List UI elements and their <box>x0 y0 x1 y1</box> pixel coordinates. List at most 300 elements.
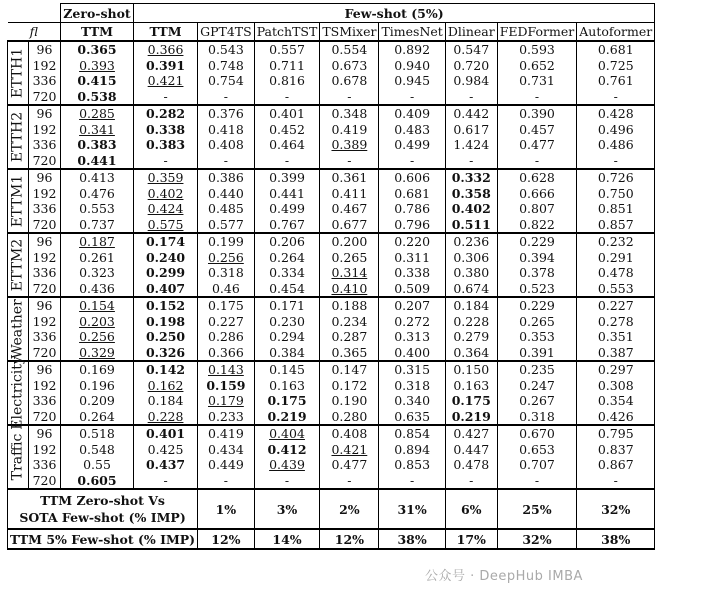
value-cell: 0.391 <box>134 58 198 74</box>
value-cell: 0.306 <box>445 250 497 266</box>
table-row <box>8 201 655 217</box>
value-cell: 0.557 <box>254 41 320 58</box>
value-cell: 0.427 <box>445 425 497 442</box>
value-cell: - <box>254 89 320 106</box>
table-row <box>8 122 655 138</box>
model-header-3: PatchTST <box>254 23 320 42</box>
forecast-length: 720 <box>29 345 61 362</box>
value-cell: 0.206 <box>254 233 320 250</box>
model-header-4: TSMixer <box>320 23 379 42</box>
value-cell: 0.334 <box>254 265 320 281</box>
value-cell: 0.338 <box>134 122 198 138</box>
forecast-length: 96 <box>29 233 61 250</box>
value-cell: 0.509 <box>379 281 445 298</box>
value-cell: 0.401 <box>254 105 320 122</box>
value-cell: - <box>320 89 379 106</box>
dataset-name: Electricity <box>9 356 26 430</box>
value-cell: 0.670 <box>497 425 577 442</box>
value-cell: 0.389 <box>320 137 379 153</box>
value-cell: 0.311 <box>379 250 445 266</box>
value-cell: 0.209 <box>61 393 134 409</box>
value-cell: 0.145 <box>254 361 320 378</box>
table-row <box>8 409 655 426</box>
value-cell: - <box>445 473 497 490</box>
value-cell: 0.234 <box>320 314 379 330</box>
value-cell: 0.313 <box>379 329 445 345</box>
table-row <box>8 169 655 186</box>
forecast-length: 720 <box>29 217 61 234</box>
summary-label <box>8 489 198 529</box>
forecast-length: 96 <box>29 297 61 314</box>
value-cell: 0.476 <box>61 186 134 202</box>
value-cell: 0.199 <box>198 233 255 250</box>
table-row <box>8 137 655 153</box>
value-cell: 0.391 <box>497 345 577 362</box>
value-cell: 0.142 <box>134 361 198 378</box>
value-cell: 0.386 <box>198 169 255 186</box>
table-row <box>8 442 655 458</box>
value-cell: 0.726 <box>577 169 655 186</box>
value-cell: - <box>134 153 198 170</box>
value-cell: 0.265 <box>320 250 379 266</box>
value-cell: 0.402 <box>445 201 497 217</box>
dataset-name: Traffic <box>9 433 26 481</box>
value-cell: 0.851 <box>577 201 655 217</box>
value-cell: 0.837 <box>577 442 655 458</box>
value-cell: 0.796 <box>379 217 445 234</box>
value-cell: - <box>577 473 655 490</box>
value-cell: 0.351 <box>577 329 655 345</box>
value-cell: 0.187 <box>61 233 134 250</box>
value-cell: 0.247 <box>497 378 577 394</box>
value-cell: 0.419 <box>320 122 379 138</box>
table-row <box>8 265 655 281</box>
value-cell: 0.147 <box>320 361 379 378</box>
value-cell: 0.358 <box>445 186 497 202</box>
value-cell: 0.267 <box>497 393 577 409</box>
empty-corner <box>8 4 61 23</box>
value-cell: 0.410 <box>320 281 379 298</box>
value-cell: 0.731 <box>497 73 577 89</box>
table-row <box>8 378 655 394</box>
value-cell: 0.294 <box>254 329 320 345</box>
value-cell: - <box>254 153 320 170</box>
value-cell: 0.617 <box>445 122 497 138</box>
value-cell: 0.673 <box>320 58 379 74</box>
value-cell: 0.175 <box>254 393 320 409</box>
value-cell: 0.323 <box>61 265 134 281</box>
value-cell: 0.203 <box>61 314 134 330</box>
value-cell: 0.261 <box>61 250 134 266</box>
dataset-label <box>8 297 29 361</box>
forecast-length: 720 <box>29 89 61 106</box>
value-cell: 0.577 <box>198 217 255 234</box>
value-cell: 0.227 <box>577 297 655 314</box>
value-cell: 0.605 <box>61 473 134 490</box>
summary-value: 38% <box>577 529 655 549</box>
value-cell: 0.229 <box>497 233 577 250</box>
summary-label-line2: SOTA Few-shot (% IMP) <box>19 510 186 525</box>
watermark: 公众号 · DeepHub IMBA <box>425 569 583 584</box>
value-cell: 0.174 <box>134 233 198 250</box>
table-row <box>8 473 655 490</box>
summary-value: 25% <box>497 489 577 529</box>
value-cell: 0.338 <box>379 265 445 281</box>
forecast-length: 720 <box>29 409 61 426</box>
value-cell: 0.390 <box>497 105 577 122</box>
value-cell: 0.553 <box>577 281 655 298</box>
value-cell: 0.384 <box>254 345 320 362</box>
value-cell: 0.457 <box>497 122 577 138</box>
table-row <box>8 457 655 473</box>
results-table-container <box>7 3 655 550</box>
value-cell: 0.190 <box>320 393 379 409</box>
summary-label: TTM 5% Few-shot (% IMP) <box>8 529 198 549</box>
few-shot-header: Few-shot (5%) <box>134 4 655 23</box>
value-cell: 0.348 <box>320 105 379 122</box>
value-cell: 0.393 <box>61 58 134 74</box>
value-cell: 0.795 <box>577 425 655 442</box>
value-cell: 0.439 <box>254 457 320 473</box>
table-row <box>8 250 655 266</box>
summary-value: 12% <box>198 529 255 549</box>
value-cell: 0.892 <box>379 41 445 58</box>
value-cell: 0.499 <box>379 137 445 153</box>
value-cell: 0.678 <box>320 73 379 89</box>
dataset-name: ETTM2 <box>9 238 26 292</box>
value-cell: 0.163 <box>254 378 320 394</box>
value-cell: 0.413 <box>61 169 134 186</box>
value-cell: 0.711 <box>254 58 320 74</box>
summary-value: 3% <box>254 489 320 529</box>
value-cell: 0.286 <box>198 329 255 345</box>
value-cell: 0.681 <box>577 41 655 58</box>
value-cell: 0.854 <box>379 425 445 442</box>
value-cell: 0.55 <box>61 457 134 473</box>
dataset-label <box>8 356 29 430</box>
value-cell: 0.159 <box>198 378 255 394</box>
value-cell: 0.46 <box>198 281 255 298</box>
value-cell: 0.441 <box>254 186 320 202</box>
value-cell: 0.767 <box>254 217 320 234</box>
table-row <box>8 281 655 298</box>
value-cell: 0.412 <box>254 442 320 458</box>
value-cell: 0.523 <box>497 281 577 298</box>
table-row <box>8 314 655 330</box>
value-cell: 0.400 <box>379 345 445 362</box>
value-cell: 0.748 <box>198 58 255 74</box>
value-cell: 0.250 <box>134 329 198 345</box>
value-cell: 0.332 <box>445 169 497 186</box>
forecast-length: 192 <box>29 186 61 202</box>
value-cell: 0.229 <box>497 297 577 314</box>
summary-value: 2% <box>320 489 379 529</box>
table-row <box>8 425 655 442</box>
value-cell: 0.984 <box>445 73 497 89</box>
summary-value: 1% <box>198 489 255 529</box>
value-cell: 0.196 <box>61 378 134 394</box>
model-header-7: FEDFormer <box>497 23 577 42</box>
value-cell: 0.184 <box>134 393 198 409</box>
table-row <box>8 217 655 234</box>
value-cell: 0.408 <box>198 137 255 153</box>
forecast-length: 336 <box>29 329 61 345</box>
model-header-8: Autoformer <box>577 23 655 42</box>
value-cell: - <box>198 473 255 490</box>
value-cell: 0.409 <box>379 105 445 122</box>
summary-value: 6% <box>445 489 497 529</box>
value-cell: 0.256 <box>198 250 255 266</box>
value-cell: 0.287 <box>320 329 379 345</box>
value-cell: 0.314 <box>320 265 379 281</box>
value-cell: 0.750 <box>577 186 655 202</box>
value-cell: 0.399 <box>254 169 320 186</box>
value-cell: 0.280 <box>320 409 379 426</box>
value-cell: 0.483 <box>379 122 445 138</box>
value-cell: 0.380 <box>445 265 497 281</box>
value-cell: 0.424 <box>134 201 198 217</box>
forecast-length: 336 <box>29 457 61 473</box>
value-cell: 0.538 <box>61 89 134 106</box>
value-cell: - <box>134 473 198 490</box>
model-header-2: GPT4TS <box>198 23 255 42</box>
value-cell: 0.485 <box>198 201 255 217</box>
value-cell: 0.285 <box>61 105 134 122</box>
value-cell: 0.387 <box>577 345 655 362</box>
model-header-6: Dlinear <box>445 23 497 42</box>
value-cell: 0.278 <box>577 314 655 330</box>
value-cell: 0.318 <box>379 378 445 394</box>
table-row <box>8 153 655 170</box>
table-row <box>8 345 655 362</box>
table-row <box>8 41 655 58</box>
value-cell: 0.548 <box>61 442 134 458</box>
table-row <box>8 361 655 378</box>
value-cell: 0.720 <box>445 58 497 74</box>
value-cell: 0.674 <box>445 281 497 298</box>
value-cell: 0.279 <box>445 329 497 345</box>
table-row <box>8 329 655 345</box>
forecast-length: 96 <box>29 105 61 122</box>
value-cell: 0.366 <box>198 345 255 362</box>
value-cell: 0.179 <box>198 393 255 409</box>
value-cell: 0.816 <box>254 73 320 89</box>
value-cell: 0.340 <box>379 393 445 409</box>
value-cell: 0.200 <box>320 233 379 250</box>
value-cell: 0.401 <box>134 425 198 442</box>
value-cell: 0.366 <box>134 41 198 58</box>
dataset-label <box>8 233 29 297</box>
forecast-length: 336 <box>29 73 61 89</box>
value-cell: - <box>254 473 320 490</box>
value-cell: - <box>445 89 497 106</box>
value-cell: 0.857 <box>577 217 655 234</box>
value-cell: 0.452 <box>254 122 320 138</box>
value-cell: 0.383 <box>134 137 198 153</box>
value-cell: 0.318 <box>198 265 255 281</box>
value-cell: 0.219 <box>445 409 497 426</box>
value-cell: 0.143 <box>198 361 255 378</box>
dataset-name: Weather <box>9 299 26 359</box>
value-cell: 0.227 <box>198 314 255 330</box>
value-cell: 0.467 <box>320 201 379 217</box>
value-cell: 0.477 <box>320 457 379 473</box>
value-cell: 0.677 <box>320 217 379 234</box>
forecast-length: 720 <box>29 473 61 490</box>
zero-shot-header: Zero-shot <box>61 4 134 23</box>
value-cell: 0.449 <box>198 457 255 473</box>
model-header-0: TTM <box>61 23 134 42</box>
value-cell: 0.308 <box>577 378 655 394</box>
value-cell: 0.184 <box>445 297 497 314</box>
value-cell: 0.499 <box>254 201 320 217</box>
value-cell: - <box>577 153 655 170</box>
value-cell: 0.383 <box>61 137 134 153</box>
value-cell: 0.407 <box>134 281 198 298</box>
value-cell: 0.175 <box>445 393 497 409</box>
value-cell: - <box>198 89 255 106</box>
value-cell: 0.415 <box>61 73 134 89</box>
value-cell: - <box>379 473 445 490</box>
value-cell: - <box>577 89 655 106</box>
dataset-name: ETTH2 <box>9 111 26 163</box>
table-row <box>8 89 655 106</box>
value-cell: 0.486 <box>577 137 655 153</box>
value-cell: - <box>134 89 198 106</box>
value-cell: 0.867 <box>577 457 655 473</box>
value-cell: 0.606 <box>379 169 445 186</box>
value-cell: 0.272 <box>379 314 445 330</box>
value-cell: 0.425 <box>134 442 198 458</box>
value-cell: 0.172 <box>320 378 379 394</box>
value-cell: 0.593 <box>497 41 577 58</box>
value-cell: 0.454 <box>254 281 320 298</box>
value-cell: 0.404 <box>254 425 320 442</box>
forecast-length: 96 <box>29 425 61 442</box>
value-cell: 0.365 <box>61 41 134 58</box>
value-cell: 0.543 <box>198 41 255 58</box>
value-cell: 0.754 <box>198 73 255 89</box>
value-cell: 0.256 <box>61 329 134 345</box>
dataset-name: ETTH1 <box>9 47 26 99</box>
forecast-length: 336 <box>29 137 61 153</box>
results-table <box>7 3 655 550</box>
table-row <box>8 73 655 89</box>
value-cell: 0.233 <box>198 409 255 426</box>
value-cell: 0.853 <box>379 457 445 473</box>
table-row <box>8 105 655 122</box>
value-cell: 0.653 <box>497 442 577 458</box>
dataset-label <box>8 425 29 489</box>
value-cell: 0.240 <box>134 250 198 266</box>
value-cell: 0.547 <box>445 41 497 58</box>
value-cell: 0.169 <box>61 361 134 378</box>
table-row <box>8 393 655 409</box>
forecast-length: 192 <box>29 122 61 138</box>
value-cell: 1.424 <box>445 137 497 153</box>
value-cell: 0.220 <box>379 233 445 250</box>
value-cell: 0.341 <box>61 122 134 138</box>
value-cell: 0.154 <box>61 297 134 314</box>
value-cell: - <box>379 153 445 170</box>
model-header-5: TimesNet <box>379 23 445 42</box>
value-cell: 0.198 <box>134 314 198 330</box>
forecast-length: 720 <box>29 153 61 170</box>
value-cell: 0.207 <box>379 297 445 314</box>
dataset-label <box>8 169 29 233</box>
forecast-length: 192 <box>29 378 61 394</box>
value-cell: 0.442 <box>445 105 497 122</box>
value-cell: 0.418 <box>198 122 255 138</box>
value-cell: 0.786 <box>379 201 445 217</box>
value-cell: 0.411 <box>320 186 379 202</box>
summary-value: 31% <box>379 489 445 529</box>
forecast-length: 96 <box>29 41 61 58</box>
value-cell: 0.447 <box>445 442 497 458</box>
value-cell: 0.378 <box>497 265 577 281</box>
forecast-length: 336 <box>29 393 61 409</box>
value-cell: 0.150 <box>445 361 497 378</box>
value-cell: 0.440 <box>198 186 255 202</box>
summary-label-line1: TTM Zero-shot Vs <box>40 493 165 508</box>
value-cell: 0.315 <box>379 361 445 378</box>
value-cell: 0.376 <box>198 105 255 122</box>
value-cell: - <box>320 473 379 490</box>
value-cell: 0.228 <box>134 409 198 426</box>
value-cell: 0.318 <box>497 409 577 426</box>
value-cell: 0.402 <box>134 186 198 202</box>
value-cell: 0.894 <box>379 442 445 458</box>
table-row <box>8 297 655 314</box>
value-cell: 0.434 <box>198 442 255 458</box>
value-cell: 0.419 <box>198 425 255 442</box>
value-cell: 0.228 <box>445 314 497 330</box>
value-cell: 0.437 <box>134 457 198 473</box>
value-cell: 0.553 <box>61 201 134 217</box>
value-cell: 0.394 <box>497 250 577 266</box>
value-cell: 0.421 <box>134 73 198 89</box>
value-cell: 0.478 <box>577 265 655 281</box>
value-cell: 0.822 <box>497 217 577 234</box>
value-cell: 0.575 <box>134 217 198 234</box>
summary-row-few-shot <box>8 529 655 549</box>
value-cell: 0.359 <box>134 169 198 186</box>
forecast-length: 192 <box>29 314 61 330</box>
value-cell: 0.496 <box>577 122 655 138</box>
value-cell: 0.737 <box>61 217 134 234</box>
value-cell: 0.265 <box>497 314 577 330</box>
forecast-length: 96 <box>29 169 61 186</box>
value-cell: 0.940 <box>379 58 445 74</box>
value-cell: 0.652 <box>497 58 577 74</box>
dataset-label <box>8 41 29 105</box>
value-cell: 0.329 <box>61 345 134 362</box>
value-cell: 0.464 <box>254 137 320 153</box>
value-cell: 0.365 <box>320 345 379 362</box>
value-cell: 0.353 <box>497 329 577 345</box>
value-cell: 0.163 <box>445 378 497 394</box>
model-header-1: TTM <box>134 23 198 42</box>
forecast-length: 192 <box>29 442 61 458</box>
value-cell: 0.426 <box>577 409 655 426</box>
summary-row-zero-shot <box>8 489 655 529</box>
table-row <box>8 186 655 202</box>
value-cell: 0.152 <box>134 297 198 314</box>
forecast-length-header: fl <box>8 23 61 42</box>
summary-value: 14% <box>254 529 320 549</box>
value-cell: 0.478 <box>445 457 497 473</box>
value-cell: 0.477 <box>497 137 577 153</box>
